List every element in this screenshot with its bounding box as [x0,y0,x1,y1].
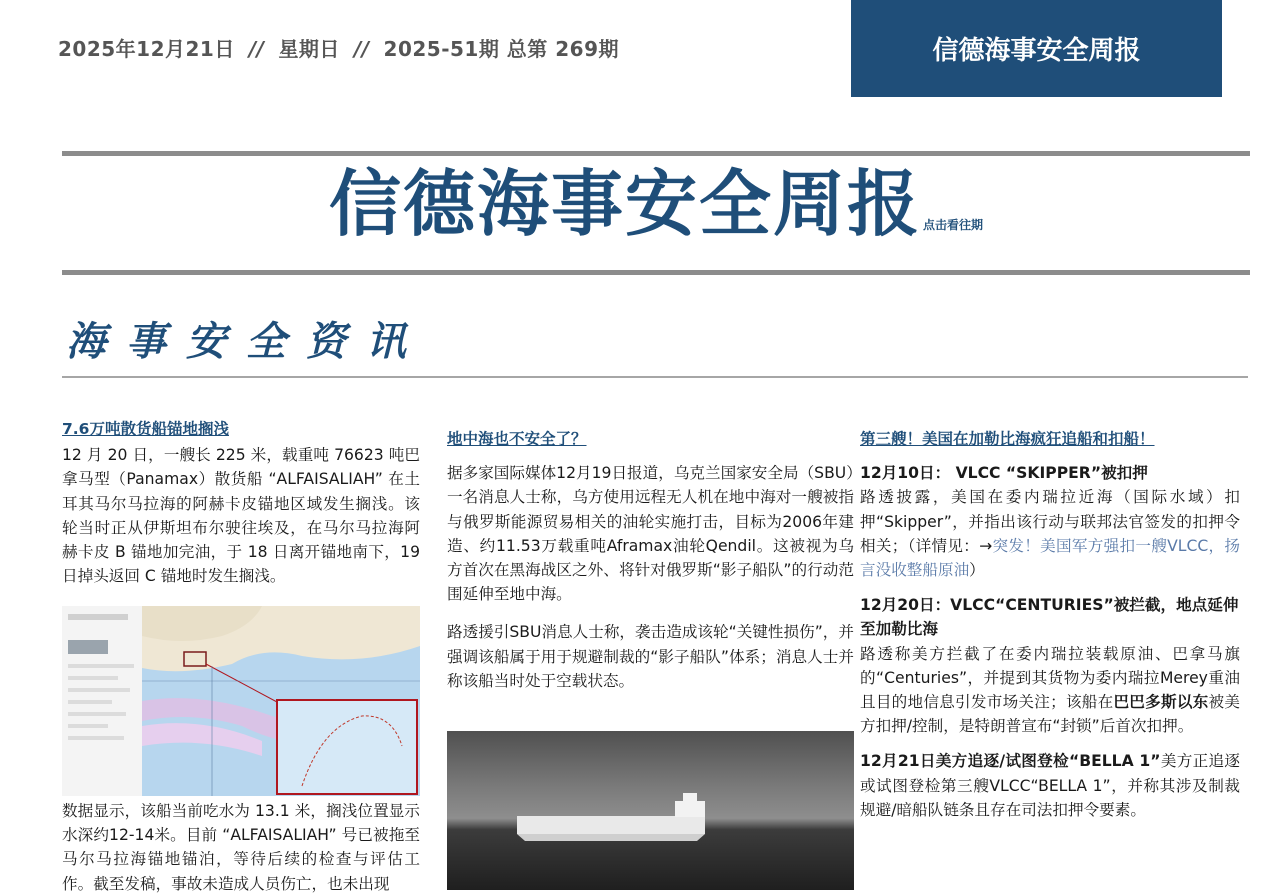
paragraph-text: ） [969,561,985,580]
article-paragraph [860,749,1240,822]
related-article-link[interactable]: 突发！美国军方强扣一艘VLCC，扬言没收整船原油 [860,536,1240,580]
event-heading: 12月10日： VLCC “SKIPPER”被扣押 [860,464,1148,483]
article-column-2 [447,427,854,693]
article-paragraph: 12 月 20 日，一艘长 225 米，载重吨 76623 吨巴拿马型（Panamax）散货船 “ALFAISALIAH” 在土耳其马尔马拉海的阿赫卡皮锚地区域发生搁浅。该轮当时正从伊斯坦布尔驶往埃及，在马尔马拉海阿赫卡皮 B 锚地加完油，于 18 日离开锚地南下，19 日掉头返回 C 锚地时发生搁浅。 [62,446,420,586]
issue-number: 2025-51期 总第 269期 [383,37,620,61]
issue-weekday: 星期日 [278,37,340,61]
masthead-title: 信德海事安全周报 [328,162,921,246]
masthead [62,162,1250,246]
publication-tag-label: 信德海事安全周报 [932,36,1141,66]
event-heading: 12月20日：VLCC“CENTURIES”被拦截，地点延伸至加勒比海 [860,596,1239,639]
paragraph-text: 路透称美方拦截了在委内瑞拉装载原油、巴拿马旗的“Centuries”，并提到其货物为委内瑞拉Merey重油且目的地信息引发市场关注；该船在 [860,644,1240,712]
separator: // [248,37,265,61]
publication-tag [851,0,1222,97]
past-issues-link[interactable]: 点击看往期 [923,218,984,232]
tanker-silhouette [447,731,854,890]
article-paragraph: 数据显示，该船当前吃水为 13.1 米，搁浅位置显示水深约12-14米。目前 “ALFAISALIAH” 号已被拖至马尔马拉海锚地锚泊，等待后续的检查与评估工作。截至发稿，事故未造成人员伤亡，也未出现 [62,802,420,893]
article-paragraph [860,642,1240,739]
event-heading-inline: 12月21日美方追逐/试图登检“BELLA 1” [860,752,1161,771]
article-paragraph: 路透援引SBU消息人士称，袭击造成该轮“关键性损伤”，并强调该船属于用于规避制裁的“影子船队”体系；消息人士并称该船当时处于空载状态。 [447,623,854,690]
article-headline-grounding[interactable]: 7.6万吨散货船锚地搁浅 [62,420,229,438]
article-column-1 [62,417,420,588]
article-column-1-continued [62,799,420,896]
article-headline-caribbean[interactable]: 第三艘！美国在加勒比海疯狂追船和扣船！ [860,430,1155,448]
location-highlight: 巴巴多斯以东 [1113,693,1209,712]
paragraph-text: 路透披露，美国在委内瑞拉近海（国际水域）扣押“Skipper”，并指出该行动与联邦法官签发的扣押令相关；（详情见：→ [860,488,1240,555]
section-rule [62,376,1248,378]
separator: // [353,37,370,61]
section-title: 海事安全资讯 [66,319,426,365]
paragraph-text: 被美方扣押/控制，是特朗普宣布“封锁”后首次扣押。 [860,693,1240,736]
article-paragraph: 据多家国际媒体12月19日报道，乌克兰国家安全局（SBU）一名消息人士称，乌方使用远程无人机在地中海对一艘被指与俄罗斯能源贸易相关的油轮实施打击，目标为2006年建造、约11.53万载重吨Aframax油轮Qendil。这被视为乌方首次在黑海战区之外、将针对俄罗斯“影子船队”的行动范围延伸至地中海。 [447,464,854,604]
masthead-top-rule [62,151,1250,156]
ship-track-map-image [62,606,420,796]
map-graphic [62,606,420,796]
masthead-bottom-rule [62,270,1250,275]
tanker-thermal-photo [447,731,854,890]
article-paragraph [860,485,1240,582]
paragraph-text: 美方正追逐或试图登检第三艘VLCC“BELLA 1”，并称其涉及制裁规避/暗船队链条且存在司法扣押令要素。 [860,752,1240,819]
issue-date: 2025年12月21日 [58,37,235,61]
article-column-3 [860,427,1240,822]
article-headline-mediterranean[interactable]: 地中海也不安全了？ [447,430,587,448]
issue-dateline [58,33,619,62]
